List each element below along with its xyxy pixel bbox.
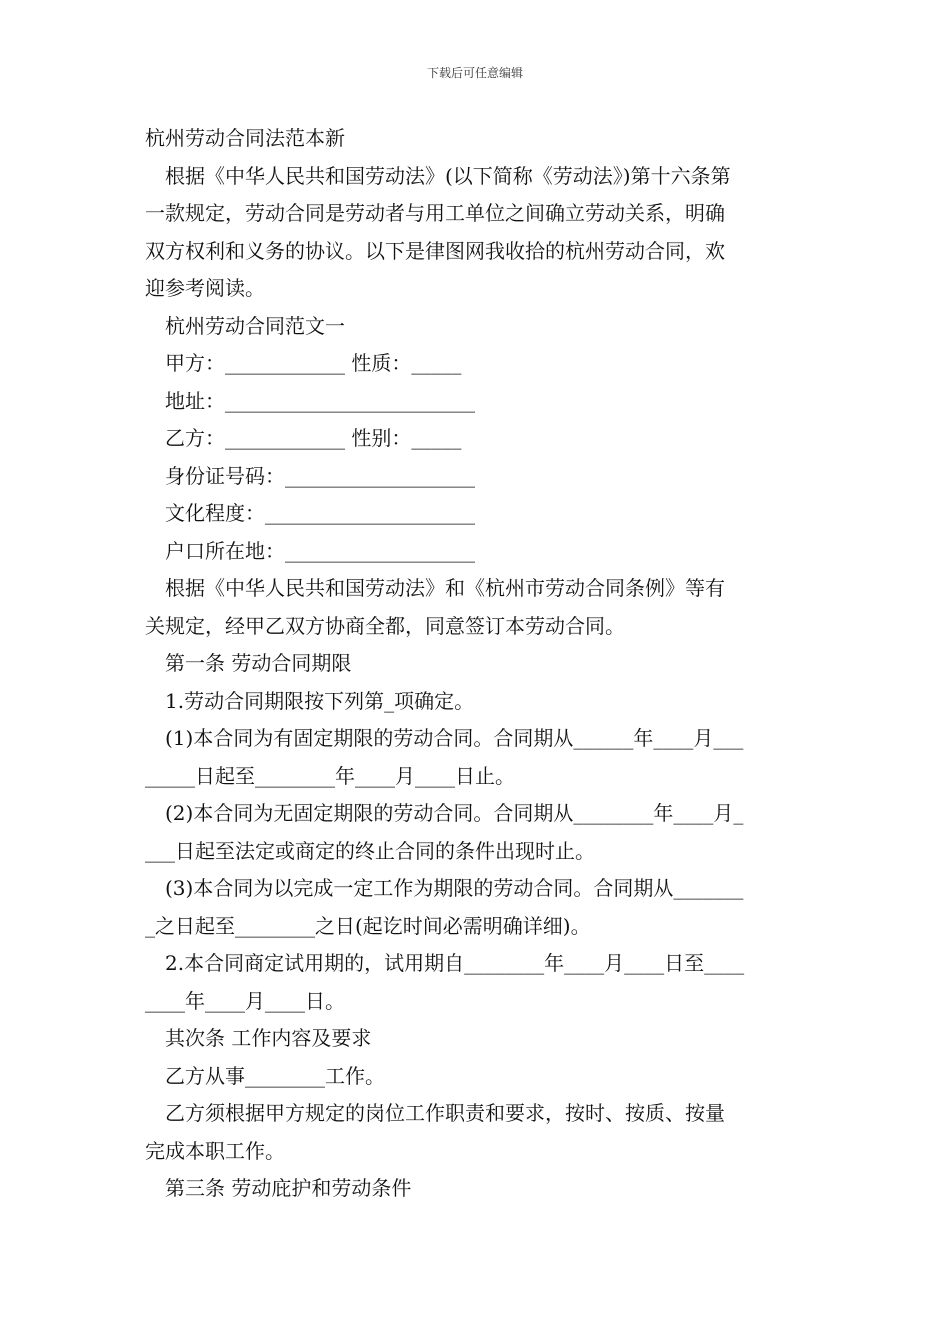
section-heading: 杭州劳动合同范文一 <box>165 313 345 338</box>
article-heading: 第一条 劳动合同期限 <box>165 651 352 675</box>
paragraph-line: ___日起至法定或商定的终止合同的条件出现时止。 <box>145 838 595 863</box>
paragraph-line: 乙方从事________工作。 <box>165 1063 385 1088</box>
paragraph-line: 根据《中华人民共和国劳动法》和《杭州市劳动合同条例》等有 <box>165 576 725 600</box>
paragraph-line: 完成本职工作。 <box>145 1138 285 1163</box>
article-heading: 第三条 劳动庇护和劳动条件 <box>165 1176 412 1200</box>
paragraph-line: 一款规定，劳动合同是劳动者与用工单位之间确立劳动关系，明确 <box>145 201 725 225</box>
form-field-education: 文化程度：_____________________ <box>165 501 475 525</box>
paragraph-line: (1)本合同为有固定期限的劳动合同。合同期从______年____月___ <box>165 726 744 750</box>
paragraph-line: _____日起至________年____月____日止。 <box>145 763 515 788</box>
paragraph-line: 关规定，经甲乙双方协商全都，同意签订本劳动合同。 <box>145 613 625 638</box>
form-field-party-b: 乙方：____________ 性别：_____ <box>165 426 462 450</box>
form-field-party-a: 甲方：____________ 性质：_____ <box>165 351 462 375</box>
document-title: 杭州劳动合同法范本新 <box>145 126 345 150</box>
paragraph-line: 根据《中华人民共和国劳动法》(以下简称《劳动法》)第十六条第 <box>165 163 731 188</box>
paragraph-line: 2.本合同商定试用期的，试用期自________年____月____日至____ <box>165 951 745 975</box>
paragraph-line: ____年____月____日。 <box>145 988 345 1013</box>
article-heading: 其次条 工作内容及要求 <box>165 1026 372 1050</box>
paragraph-line: 双方权利和义务的协议。以下是律图网我收拾的杭州劳动合同，欢 <box>145 238 725 263</box>
paragraph-line: 1.劳动合同期限按下列第_项确定。 <box>165 688 475 713</box>
document-body <box>145 120 810 1208</box>
form-field-residence: 户口所在地：___________________ <box>165 538 475 563</box>
form-field-id-number: 身份证号码：___________________ <box>165 463 475 488</box>
paragraph-line: (3)本合同为以完成一定工作为期限的劳动合同。合同期从_______ <box>165 876 744 900</box>
page-header: 下载后可任意编辑 <box>426 66 523 80</box>
paragraph-line: 迎参考阅读。 <box>145 276 265 300</box>
form-field-address: 地址：_________________________ <box>165 388 475 413</box>
paragraph-line: (2)本合同为无固定期限的劳动合同。合同期从________年____月_ <box>165 801 744 825</box>
paragraph-line: _之日起至________之日(起讫时间必需明确详细)。 <box>145 913 591 938</box>
paragraph-line: 乙方须根据甲方规定的岗位工作职责和要求，按时、按质、按量 <box>165 1101 725 1125</box>
